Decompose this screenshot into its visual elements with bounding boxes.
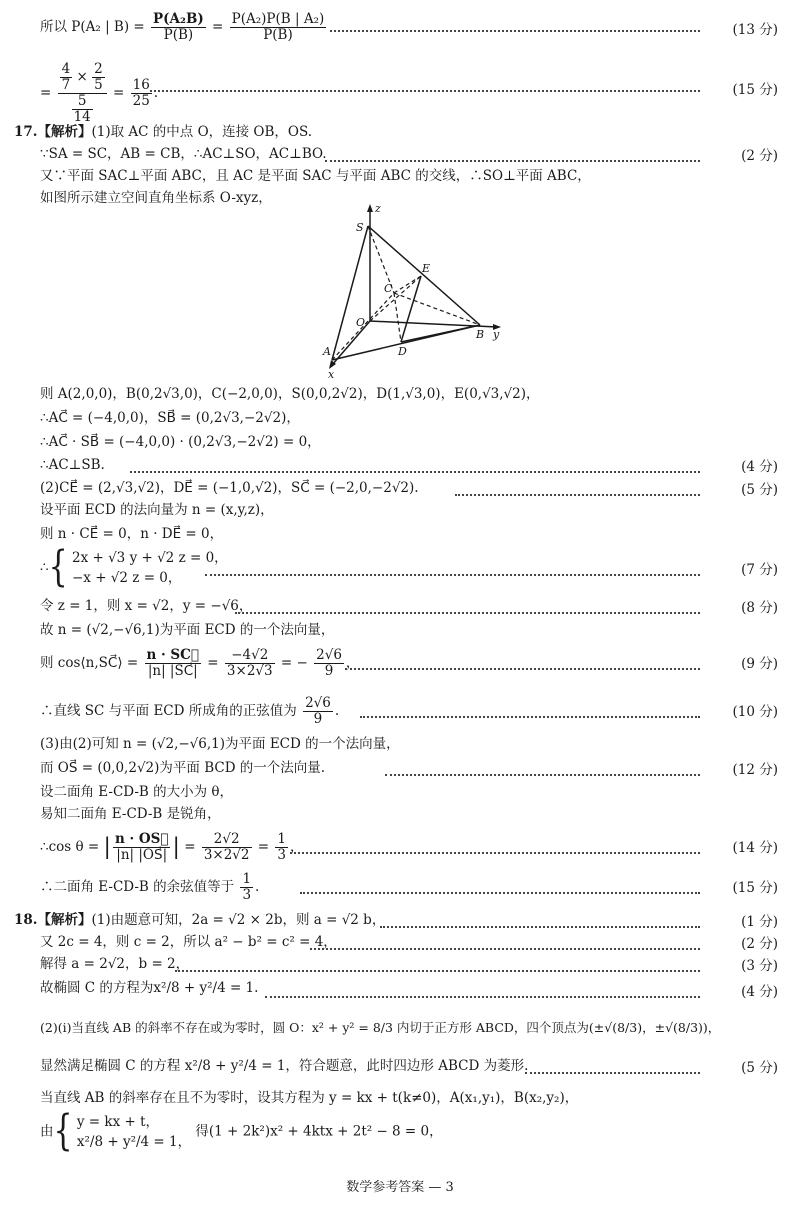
q17-cos: 则 cos⟨n,SC⃗⟩ = $\frac{n \cdot SC⃗}{|n| |SC⃗|}$ = $\frac{-4√2}{3\times 2√3}$ = − $\frac{2√6}{9}$ ， — [40, 647, 360, 679]
q17-system-body — [72, 548, 228, 588]
frac-a-den: P(B) — [163, 27, 194, 43]
score-3: (3 分) — [741, 958, 778, 974]
frac-a-num: P(A₂B) — [153, 11, 204, 27]
q17-let-z: 令 z = 1，则 x = √2，y = −√6， — [40, 598, 253, 614]
leader-dots — [265, 996, 700, 998]
q18-part2-i: (2)(i)当直线 AB 的斜率不存在或为零时，圆 O：x² + y² = 8/3 内切于正方形 ABCD，四个顶点为(±√(8/3)，±√(8/3))， — [40, 1020, 721, 1035]
edge-ed — [401, 276, 421, 342]
cost-2-den: 3×2√2 — [203, 847, 250, 863]
label-s: S — [356, 221, 364, 234]
score-5: (5 分) — [741, 482, 778, 498]
q18-part1: (1)由题意可知，2a = √2 × 2b，则 a = √2 b， — [91, 912, 386, 928]
q17-acute: 易知二面角 E-CD-B 是锐角， — [40, 806, 221, 822]
frac-compound — [58, 62, 107, 125]
cost-3-den: 3 — [277, 847, 286, 863]
frac-cos-2 — [225, 648, 275, 679]
label-e: E — [422, 262, 431, 275]
leader-dots — [345, 668, 700, 670]
q17-part2: (2)CE⃗ = (2,√3,√2)，DE⃗ = (−1,0,√2)，SC⃗ = (−2,0,−2√2). — [40, 480, 419, 496]
edge-cd — [394, 293, 401, 342]
q17-final-text: ∴二面角 E-CD-B 的余弦值等于 — [40, 879, 235, 895]
score-2: (2 分) — [741, 148, 778, 164]
n-2: 2 — [94, 61, 103, 77]
cost-3-num: 1 — [277, 831, 286, 847]
score-2b: (2 分) — [741, 936, 778, 952]
score-14: (14 分) — [732, 840, 778, 856]
brace-icon: { — [48, 542, 68, 592]
q17-line-3: 又∵平面 SAC⊥平面 ABC，且 AC 是平面 SAC 与平面 ABC 的交线，∴SO⊥平面 ABC， — [40, 168, 591, 184]
leader-dots — [385, 774, 700, 776]
frac-a — [151, 12, 206, 43]
n-16: 16 — [132, 77, 150, 93]
q17-sys-eq2: −x + √2 z = 0， — [71, 570, 182, 586]
score-1: (1 分) — [741, 914, 778, 930]
cos-1-den: |n| |SC⃗| — [147, 663, 198, 679]
label-x: x — [328, 368, 335, 380]
frac-compound-num: $\frac{4}{7}$ × $\frac{2}{5}$ — [58, 62, 107, 94]
leader-dots — [290, 852, 700, 854]
label-z: z — [375, 202, 381, 215]
q17-cos-theta: ∴cos θ = | $\frac{n \cdot OS⃗}{|n| |OS⃗|}$ | = $\frac{2√2}{3\times 2√2}$ = $\frac{1}{3}$ ， — [40, 831, 304, 863]
score-4: (4 分) — [741, 459, 778, 475]
frac-cos-3 — [314, 648, 344, 679]
label-c: C — [384, 282, 393, 295]
q17-line-2: ∵SA = SC，AB = CB，∴AC⊥SO，AC⊥BO. — [40, 146, 327, 162]
frac-sine — [303, 696, 333, 727]
d-14: 14 — [73, 109, 91, 125]
leader-dots — [205, 574, 700, 576]
q18-line-6: 显然满足椭圆 C 的方程 x²/8 + y²/4 = 1，符合题意，此时四边形 ABCD 为菱形. — [40, 1058, 529, 1074]
z-arrow — [367, 204, 373, 212]
cost-1-den: |n| |OS⃗| — [116, 847, 168, 863]
score-5b: (5 分) — [741, 1060, 778, 1076]
leader-dots — [360, 716, 700, 718]
q17-vectors: ∴AC⃗ = (−4,0,0)，SB⃗ = (0,2√3,−2√2)， — [40, 410, 300, 426]
q18-ellipse-text: 故椭圆 C 的方程为 — [40, 980, 154, 996]
q18-line-1 — [14, 910, 385, 930]
eq-result: = $\frac{4}{7}$ × $\frac{2}{5}$ $\frac{5}{14}$ = $\frac{16}{25}$ . — [40, 61, 159, 125]
label-b: B — [476, 328, 485, 341]
q18-ellipse — [40, 978, 258, 998]
leader-dots — [130, 471, 700, 473]
d-25: 25 — [132, 93, 150, 109]
frac-cost-1 — [113, 832, 171, 863]
cos-1-num: n · SC⃗ — [146, 647, 200, 663]
q18-sys-eq2: x²/8 + y²/4 = 1， — [76, 1134, 192, 1150]
q17-part1: (1)取 AC 的中点 O，连接 OB，OS. — [91, 124, 313, 140]
cos-2-den: 3×2√3 — [226, 663, 273, 679]
q18-system-body — [77, 1112, 191, 1152]
score-10: (10 分) — [732, 704, 778, 720]
leader-dots — [455, 494, 700, 496]
frac-compound-den — [58, 94, 107, 125]
final-den: 3 — [242, 887, 252, 903]
score-8: (8 分) — [741, 600, 778, 616]
frac-cost-3 — [275, 832, 288, 863]
cos-3-num: 2√6 — [316, 647, 342, 663]
leader-dots — [525, 1072, 700, 1074]
q17-sine: ∴直线 SC 与平面 ECD 所成角的正弦值为 $\frac{2√6}{9}$ . — [40, 695, 340, 727]
sine-den: 9 — [313, 711, 323, 727]
q18-system — [40, 1106, 443, 1156]
q18-line-3: 解得 a = 2√2，b = 2， — [40, 956, 190, 972]
edge-sb — [368, 226, 480, 325]
leader-dots — [235, 612, 700, 614]
d-7: 7 — [61, 77, 71, 93]
q17-conditions: 则 n · CE⃗ = 0，n · DE⃗ = 0， — [40, 526, 224, 542]
q18-line-7: 当直线 AB 的斜率存在且不为零时，设其方程为 y = kx + t(k≠0)，A(x₁,y₁)，B(x₂,y₂)， — [40, 1090, 579, 1106]
page-footer: 数学参考答案 — 3 — [346, 1180, 454, 1195]
q17-normal-vector: 设平面 ECD 的法向量为 n = (x,y,z)， — [40, 502, 274, 518]
n-5: 5 — [72, 94, 93, 110]
leader-dots — [330, 30, 700, 32]
score-15: (15 分) — [732, 82, 778, 98]
score-13: (13 分) — [732, 22, 778, 38]
frac-4-7 — [60, 62, 73, 93]
edge-sa — [332, 226, 368, 360]
seg-oe — [370, 276, 421, 321]
frac-cos-1 — [145, 648, 202, 679]
sine-num: 2√6 — [305, 695, 331, 711]
cos-eq-sign: = − — [276, 655, 308, 671]
q18-system-prefix: 由 — [40, 1123, 54, 1140]
score-9: (9 分) — [741, 656, 778, 672]
final-num: 1 — [242, 871, 252, 887]
score-15b: (15 分) — [732, 880, 778, 896]
q17-n-vector: 故 n = (√2,−√6,1)为平面 ECD 的一个法向量， — [40, 622, 335, 638]
label-o: O — [356, 316, 366, 329]
q17-coords: 则 A(2,0,0)，B(0,2√3,0)，C(−2,0,0)，S(0,0,2√2)，D(1,√3,0)，E(0,√3,√2)， — [40, 386, 540, 402]
d-5: 5 — [94, 77, 103, 93]
leader-dots — [325, 160, 700, 162]
q18-heading: 18.【解析】 — [14, 912, 92, 928]
score-12: (12 分) — [732, 762, 778, 778]
score-4b: (4 分) — [741, 984, 778, 1000]
label-d: D — [398, 345, 407, 358]
q17-final: ∴二面角 E-CD-B 的余弦值等于 $\frac{1}{3}$ . — [40, 871, 260, 903]
q17-system: ∴{ 2x + √3 y + √2 z = 0， −x + √2 z = 0， — [40, 542, 228, 592]
label-a: A — [323, 345, 331, 358]
cost-1-num: n · OS⃗ — [114, 831, 169, 847]
q17-perp: ∴AC⊥SB. — [40, 457, 105, 473]
geometry-figure — [320, 200, 510, 380]
q18-ellipse-eq: x²/8 + y²/4 = 1. — [153, 980, 259, 996]
q17-heading: 17.【解析】 — [14, 124, 92, 140]
eq-posterior: 所以 P(A₂ | B) = $\frac{\text{P(A₂B)}}{P(B)}$ = $\frac{\text{P(A₂)P(B | A₂)}}{P(B)}$ — [40, 11, 325, 43]
frac-b-den: P(B) — [263, 27, 293, 43]
brace-icon: { — [53, 1106, 73, 1156]
q18-sys-eq1: y = kx + t， — [76, 1114, 160, 1130]
q17-cos-lhs: 则 cos⟨n,SC⃗⟩ = — [40, 655, 143, 671]
cos-3-den: 9 — [324, 663, 334, 679]
q17-sine-text: ∴直线 SC 与平面 ECD 所成角的正弦值为 — [40, 703, 297, 719]
q17-line-1 — [14, 122, 312, 142]
frac-b — [230, 12, 327, 43]
leader-dots — [380, 926, 700, 928]
leader-dots — [175, 970, 700, 972]
n-4: 4 — [61, 61, 71, 77]
q17-sys-eq1: 2x + √3 y + √2 z = 0， — [71, 550, 228, 566]
q17-part3: (3)由(2)可知 n = (√2,−√6,1)为平面 ECD 的一个法向量， — [40, 736, 400, 752]
q17-dot-product: ∴AC⃗ · SB⃗ = (−4,0,0) · (0,2√3,−2√2) = 0， — [40, 434, 321, 450]
leader-dots — [150, 90, 700, 92]
leader-dots — [300, 892, 700, 894]
q18-system-result: 得(1 + 2k²)x² + 4ktx + 2t² − 8 = 0， — [195, 1123, 443, 1140]
frac-b-num: P(A₂)P(B | A₂) — [231, 11, 325, 27]
score-7: (7 分) — [741, 562, 778, 578]
leader-dots — [310, 948, 700, 950]
frac-5-14 — [72, 94, 93, 125]
label-y: y — [493, 328, 500, 341]
frac-final — [240, 872, 253, 903]
q17-theta: 设二面角 E-CD-B 的大小为 θ， — [40, 784, 234, 800]
cos-2-num: −4√2 — [225, 648, 275, 664]
cost-2-num: 2√2 — [202, 832, 252, 848]
q17-cos-theta-lhs: ∴cos θ = — [40, 839, 104, 855]
eq-posterior-lhs: 所以 P(A₂ | B) = — [40, 19, 150, 35]
q17-os-vector: 而 OS⃗ = (0,0,2√2)为平面 BCD 的一个法向量. — [40, 760, 326, 776]
edge-db — [401, 325, 480, 342]
q17-line-4: 如图所示建立空间直角坐标系 O-xyz， — [40, 190, 272, 206]
frac-16-25 — [131, 78, 152, 109]
frac-cost-2 — [202, 832, 252, 863]
frac-2-5 — [92, 62, 105, 93]
q18-line-2: 又 2c = 4，则 c = 2，所以 a² − b² = c² = 4， — [40, 934, 337, 950]
